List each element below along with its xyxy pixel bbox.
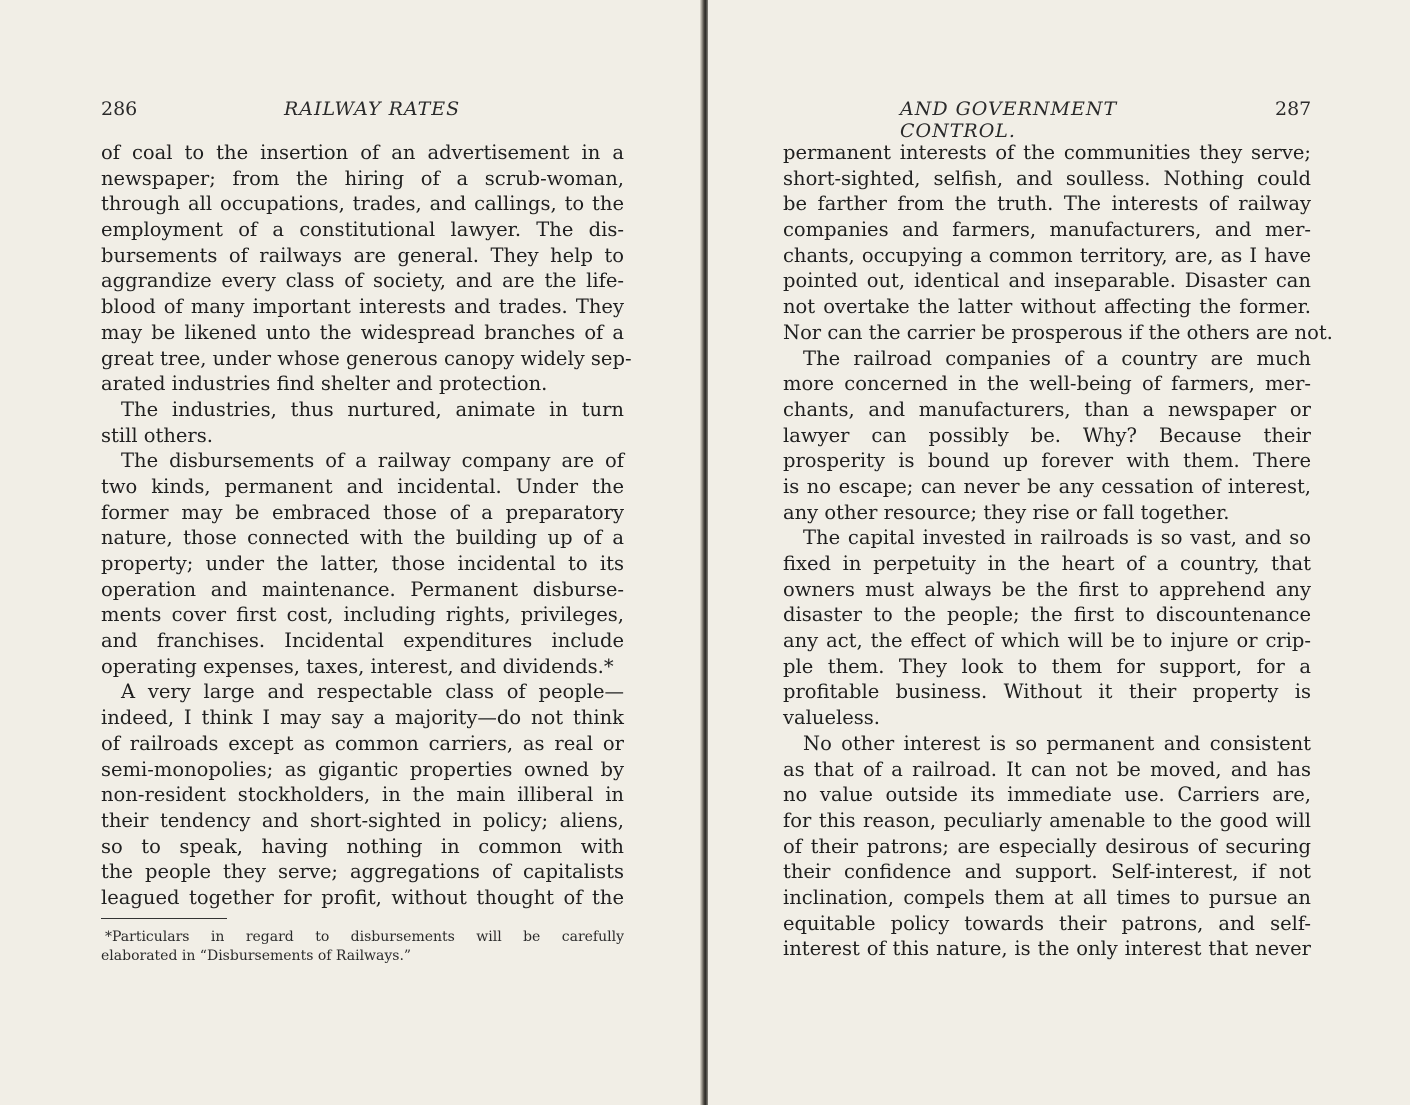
text-line: companies and farmers, manufacturers, and mer- xyxy=(783,218,1311,242)
text-line: no value outside its immediate use. Carriers are, xyxy=(783,783,1311,807)
text-line: still others. xyxy=(101,423,213,447)
footnote-line: elaborated in “Disbursements of Railways.” xyxy=(101,948,412,964)
footnote-line: *Particulars in regard to disbursements will be carefully xyxy=(105,929,624,945)
text-line: pointed out, identical and inseparable. Disaster can xyxy=(783,269,1311,293)
text-line: leagued together for profit, without thought of the xyxy=(101,885,624,909)
text-line: and franchises. Incidental expenditures include xyxy=(101,629,624,653)
text-line: is no escape; can never be any cessation of interest, xyxy=(783,474,1311,498)
text-line: No other interest is so permanent and consistent xyxy=(803,731,1311,755)
right-running-head: AND GOVERNMENT CONTROL. xyxy=(900,98,1118,142)
left-page-body xyxy=(101,140,632,911)
text-line: ple them. They look to them for support, for a xyxy=(783,654,1311,678)
text-line: property; under the latter, those incidental to its xyxy=(101,552,624,575)
text-line: be farther from the truth. The interests of railway xyxy=(783,192,1311,216)
text-line: their confidence and support. Self-interest, if not xyxy=(783,860,1311,884)
text-line: non-resident stockholders, in the main illiberal in xyxy=(101,783,624,807)
right-page-number: 287 xyxy=(1275,98,1312,120)
text-line: operating expenses, taxes, interest, and dividends.* xyxy=(101,654,614,678)
text-line: Nor can the carrier be prosperous if the others are not. xyxy=(783,320,1333,344)
text-line: two kinds, permanent and incidental. Under the xyxy=(101,474,624,498)
text-line: The disbursements of a railway company are of xyxy=(121,449,624,473)
text-line: arated industries find shelter and protection. xyxy=(101,372,548,396)
text-line: employment of a constitutional lawyer. The dis- xyxy=(101,218,624,242)
text-line: prosperity is bound up forever with them. There xyxy=(783,449,1311,473)
text-line: interest of this nature, is the only interest that never xyxy=(783,937,1311,961)
footnote xyxy=(101,928,624,966)
text-line: operation and maintenance. Permanent disburse- xyxy=(101,577,624,601)
text-line: for this reason, peculiarly amenable to the good will xyxy=(783,808,1311,832)
text-line: bursements of railways are general. They help to xyxy=(101,243,624,267)
text-line: inclination, compels them at all times to pursue an xyxy=(783,885,1311,909)
text-line: lawyer can possibly be. Why? Because their xyxy=(783,423,1311,447)
text-line: not overtake the latter without affecting the former. xyxy=(783,295,1311,319)
text-line: ments cover first cost, including rights, privileges, xyxy=(101,603,624,627)
text-line: any other resource; they rise or fall together. xyxy=(783,500,1230,524)
text-line: any act, the effect of which will be to injure or crip- xyxy=(783,629,1311,653)
text-line: so to speak, having nothing in common with xyxy=(101,834,624,858)
text-line: nature, those connected with the building up of a xyxy=(101,526,624,550)
text-line: profitable business. Without it their property is xyxy=(783,680,1311,704)
text-line: the people they serve; aggregations of capitalists xyxy=(101,860,624,884)
footnote-rule xyxy=(101,918,227,919)
text-line: chants, and manufacturers, than a newspaper or xyxy=(783,397,1311,421)
right-page xyxy=(708,0,1410,1105)
text-line: chants, occupying a common territory, are, as I have xyxy=(783,243,1311,267)
text-line: may be likened unto the widespread branches of a xyxy=(101,320,624,344)
text-line: valueless. xyxy=(783,706,880,730)
text-line: short-sighted, selfish, and soulless. Nothing could xyxy=(783,166,1311,190)
left-running-head: RAILWAY RATES xyxy=(284,98,461,120)
text-line: permanent interests of the communities they serve; xyxy=(783,141,1311,164)
text-line: their tendency and short-sighted in policy; aliens, xyxy=(101,808,624,832)
text-line: fixed in perpetuity in the heart of a country, that xyxy=(783,552,1311,575)
text-line: of coal to the insertion of an advertisement in a xyxy=(101,141,624,164)
left-page-number: 286 xyxy=(101,98,138,120)
text-line: of their patrons; are especially desirous of securing xyxy=(783,834,1311,858)
text-line: equitable policy towards their patrons, and self- xyxy=(783,911,1311,935)
text-line: more concerned in the well-being of farmers, mer- xyxy=(783,372,1311,396)
text-line: aggrandize every class of society, and are the life- xyxy=(101,269,624,293)
text-line: semi-monopolies; as gigantic properties owned by xyxy=(101,757,624,781)
text-line: newspaper; from the hiring of a scrub-woman, xyxy=(101,166,624,190)
text-line: The capital invested in railroads is so vast, and so xyxy=(803,526,1311,550)
text-line: of railroads except as common carriers, as real or xyxy=(101,731,624,755)
right-page-body xyxy=(783,140,1333,962)
text-line: owners must always be the first to apprehend any xyxy=(783,577,1311,601)
text-line: A very large and respectable class of people— xyxy=(121,680,624,704)
text-line: great tree, under whose generous canopy widely sep- xyxy=(101,346,632,370)
text-line: as that of a railroad. It can not be moved, and has xyxy=(783,757,1311,781)
text-line: The industries, thus nurtured, animate in turn xyxy=(121,397,624,421)
text-line: former may be embraced those of a preparatory xyxy=(101,500,624,524)
text-line: disaster to the people; the first to discountenance xyxy=(783,603,1311,627)
text-line: through all occupations, trades, and callings, to the xyxy=(101,192,624,216)
text-line: blood of many important interests and trades. They xyxy=(101,295,624,319)
left-page xyxy=(0,0,704,1105)
text-line: indeed, I think I may say a majority—do not think xyxy=(101,706,624,730)
text-line: The railroad companies of a country are much xyxy=(803,346,1311,370)
